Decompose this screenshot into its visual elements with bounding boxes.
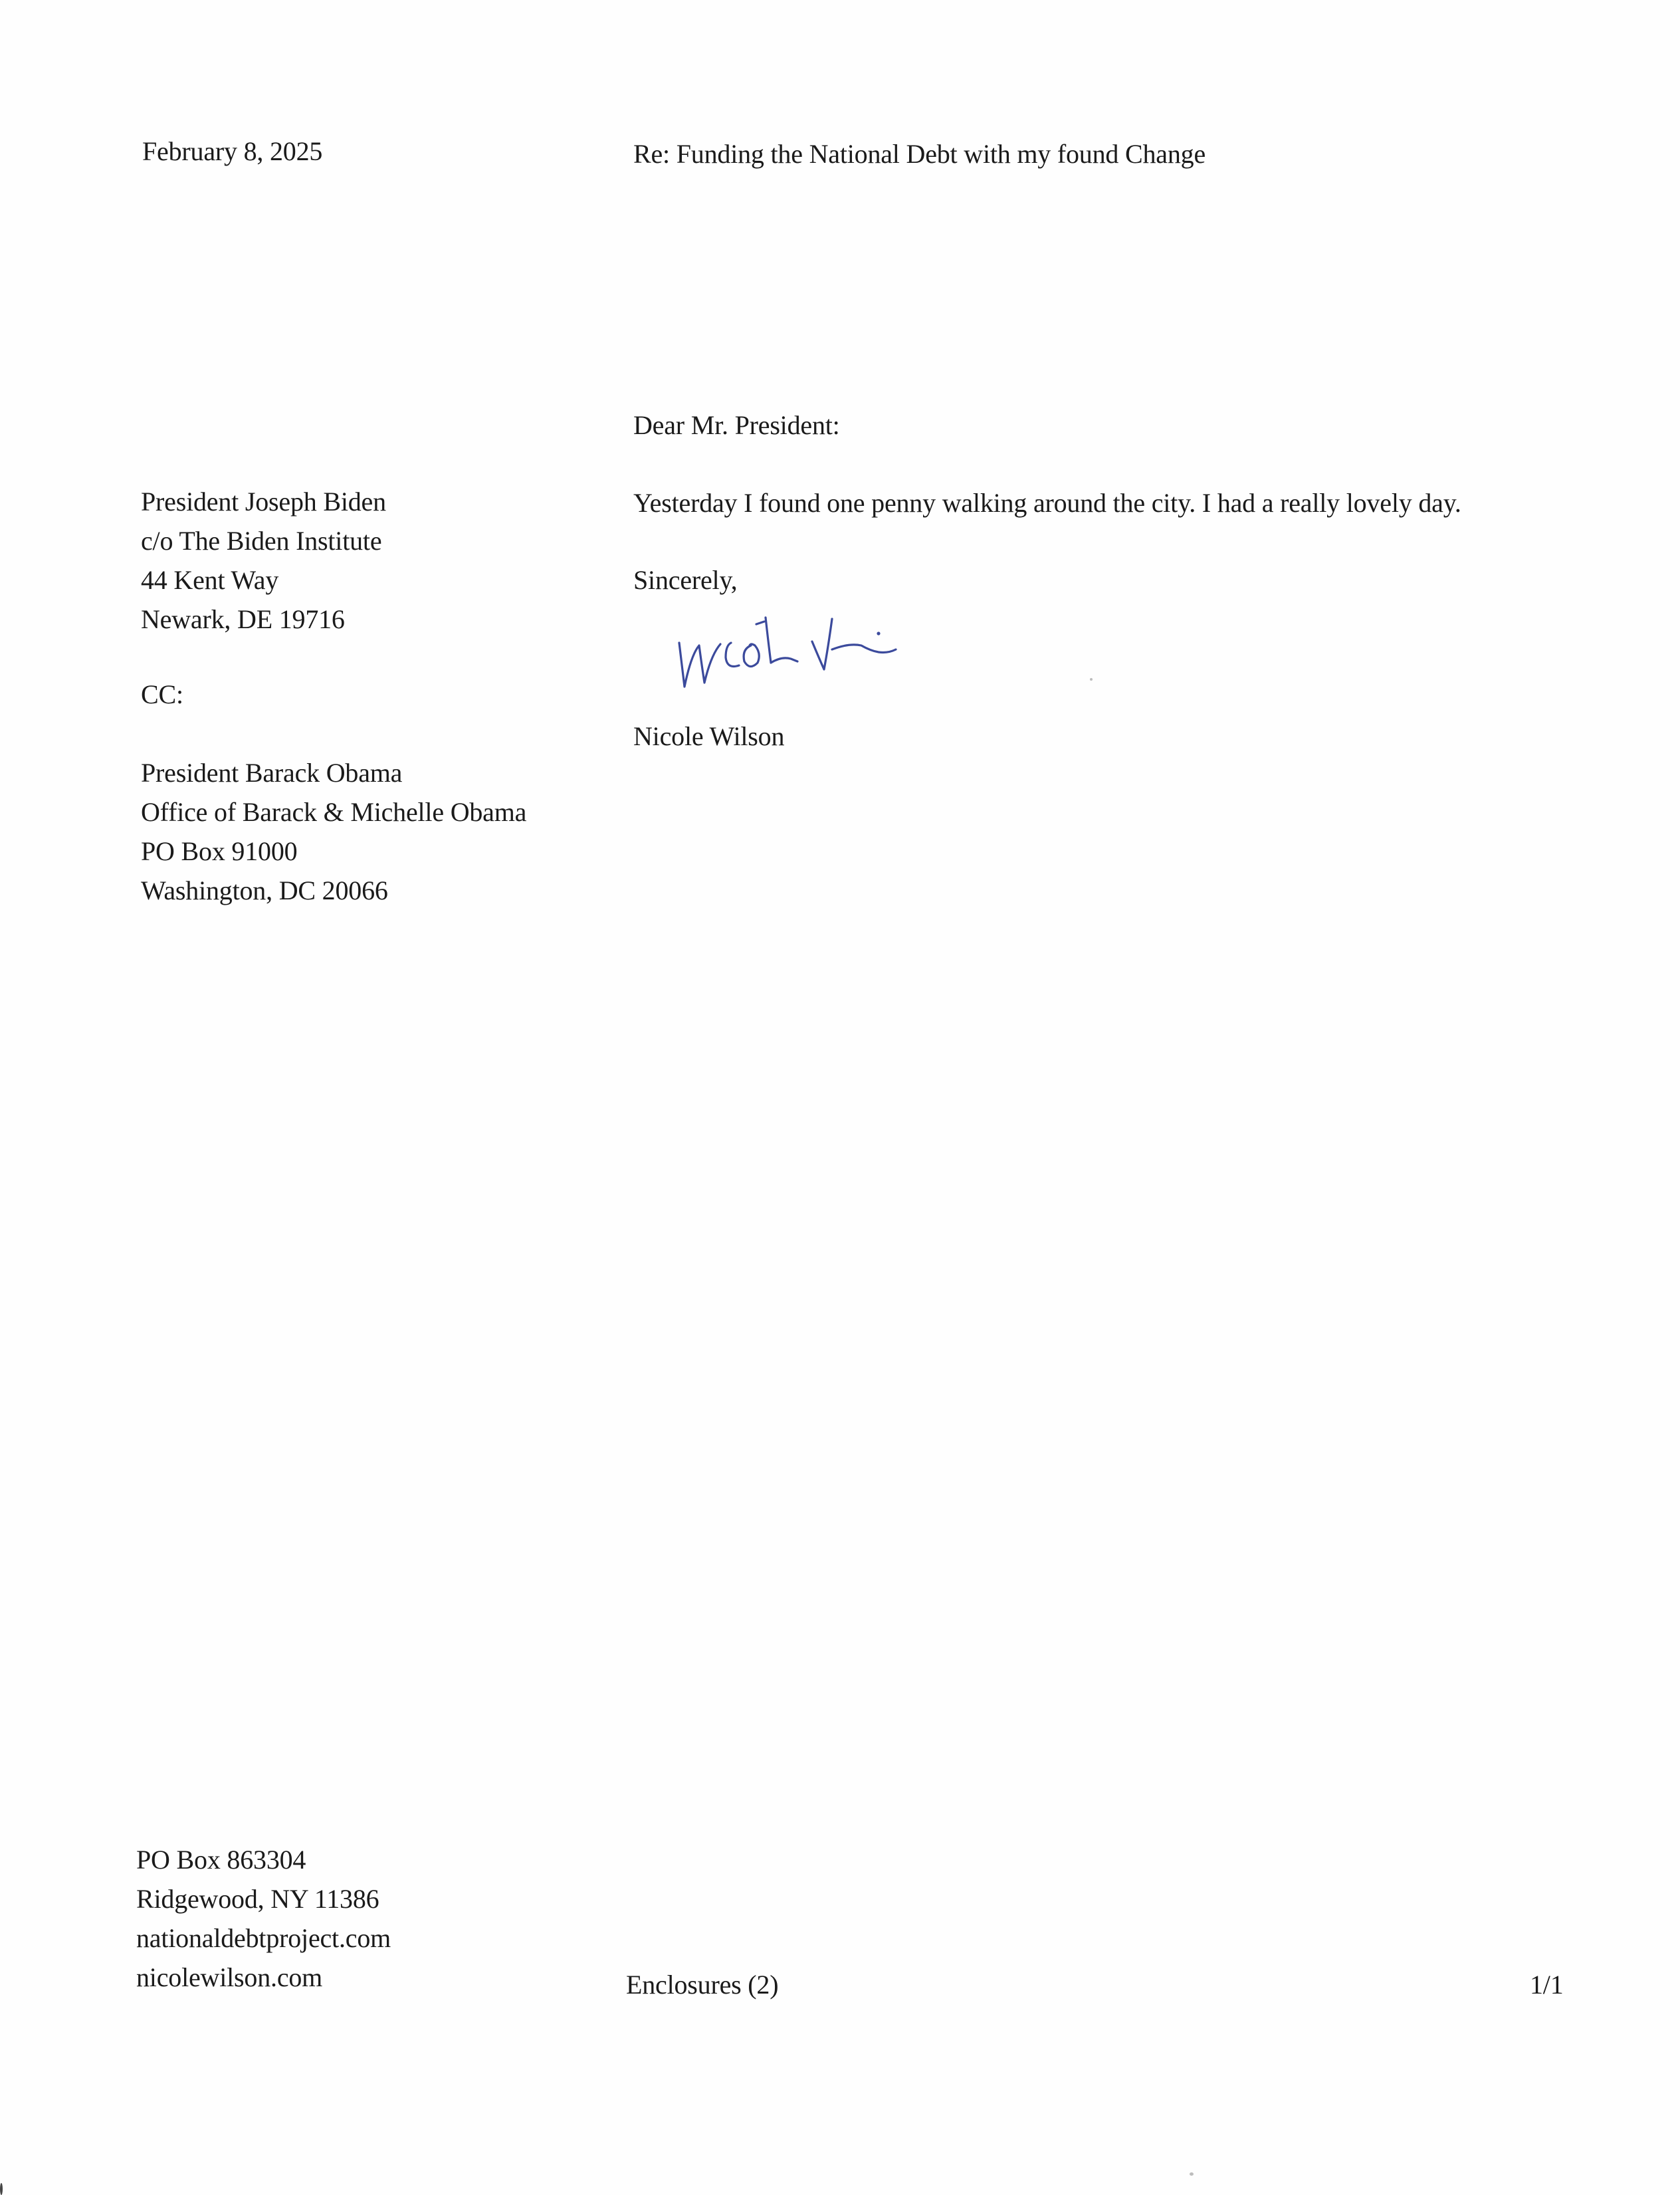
signature-stroke: [726, 643, 739, 667]
enclosures-note: Enclosures (2): [626, 1970, 779, 2000]
cc-recipient-line: Washington, DC 20066: [141, 875, 388, 905]
signature-dot: [877, 632, 880, 635]
letter-date: February 8, 2025: [142, 136, 323, 166]
cc-recipient-address: [141, 753, 526, 910]
recipient-line: Newark, DE 19716: [141, 604, 345, 634]
letter-subject: Re: Funding the National Debt with my found Change: [633, 139, 1206, 169]
recipient-line: President Joseph Biden: [141, 487, 386, 517]
signature-stroke: [679, 643, 720, 687]
handwritten-signature: [665, 602, 984, 701]
letter-body: Yesterday I found one penny walking around the city. I had a really lovely day.: [633, 488, 1461, 518]
closing: Sincerely,: [633, 565, 738, 595]
scan-speck: [1190, 2172, 1194, 2176]
cc-label: CC:: [141, 679, 183, 709]
sender-address: [136, 1840, 391, 1997]
cc-recipient-line: President Barack Obama: [141, 758, 403, 788]
sender-line: Ridgewood, NY 11386: [136, 1884, 379, 1914]
signature-strokes: [679, 618, 896, 687]
signer-name: Nicole Wilson: [633, 721, 785, 751]
scan-speck: [0, 2183, 3, 2195]
salutation: Dear Mr. President:: [633, 410, 840, 440]
recipient-address: [141, 482, 386, 639]
recipient-line: 44 Kent Way: [141, 565, 279, 595]
sender-line: nationaldebtproject.com: [136, 1923, 391, 1953]
sender-line: nicolewilson.com: [136, 1962, 323, 1992]
signature-stroke: [744, 644, 759, 667]
signature-stroke: [832, 645, 896, 653]
scan-speck: [1090, 678, 1093, 681]
signature-stroke: [756, 622, 764, 624]
sender-line: PO Box 863304: [136, 1845, 306, 1875]
signature-stroke: [766, 618, 797, 663]
cc-recipient-line: Office of Barack & Michelle Obama: [141, 797, 527, 827]
recipient-line: c/o The Biden Institute: [141, 526, 382, 556]
cc-recipient-line: PO Box 91000: [141, 836, 298, 866]
page-number: 1/1: [1530, 1970, 1564, 2000]
signature-stroke: [812, 619, 832, 669]
